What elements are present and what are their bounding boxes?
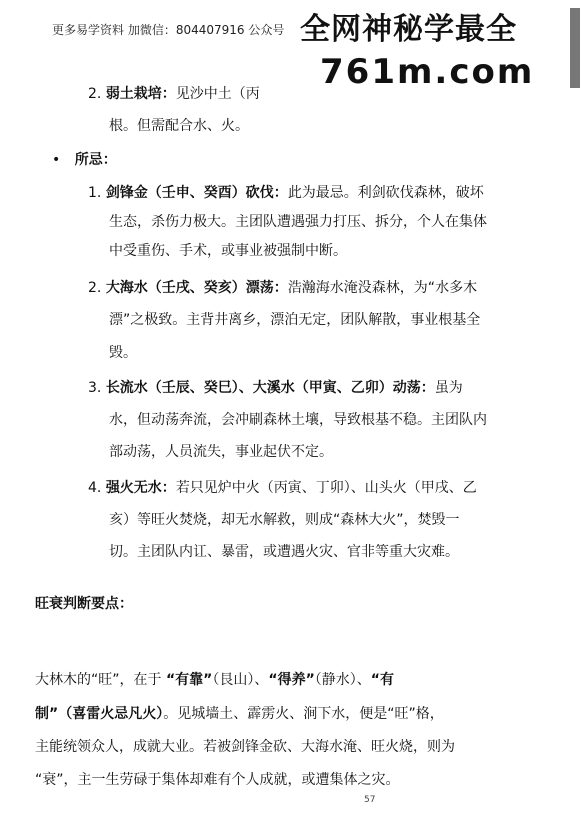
page-number: 57 — [364, 795, 376, 805]
watermark-line1: 全网神秘学最全 — [300, 12, 517, 47]
item-number: 1. — [88, 185, 102, 201]
item-2-line2: 漂”之极致。主背井离乡，漂泊无定，团队解散，事业根基全 — [109, 312, 481, 328]
paragraph-bold: “有靠” — [165, 672, 213, 688]
item-1-line3: 中受重伤、手术，或事业被强制中断。 — [109, 243, 347, 259]
item-text: 见沙中土（丙 — [175, 86, 260, 102]
paragraph-bold: “得养” — [268, 672, 315, 688]
item-4-line2: 亥）等旺火焚烧，却无水解救，则成“森林大火”，焚毁一 — [109, 512, 460, 528]
paragraph-text: 。见城墙土、霹雳火、涧下水，便是“旺”格， — [163, 706, 444, 722]
paragraph-line2 — [35, 704, 444, 724]
paragraph-bold: “有 — [370, 672, 394, 688]
paragraph-text: （静水）、 — [314, 672, 371, 688]
item-title: 强火无水： — [105, 480, 176, 496]
item-text: 虽为 — [434, 380, 463, 396]
section-heading: 旺衰判断要点： — [35, 596, 133, 612]
paragraph-text: 大林木的“旺”，在于 — [35, 672, 166, 688]
bullet: • — [52, 152, 61, 168]
item-title: 长流水（壬辰、癸巳）、大溪水（甲寅、乙卯）动荡： — [105, 380, 435, 396]
header-text: 更多易学资料 加微信：804407916 公众号 — [52, 23, 285, 37]
item-4-line3: 切。主团队内讧、暴雷，或遭遇火灾、官非等重大灾难。 — [109, 544, 459, 560]
item-title: 弱土栽培： — [105, 86, 176, 102]
item-3 — [88, 378, 463, 398]
item-4 — [88, 478, 477, 498]
item-2 — [88, 278, 477, 298]
suoji-heading-row — [52, 150, 117, 170]
paragraph-text: （艮山）、 — [212, 672, 269, 688]
item-2-line3: 毁。 — [109, 345, 137, 361]
item-text: 浩瀚海水淹没森林，为“水多木 — [287, 280, 478, 296]
item-number: 4. — [88, 480, 102, 496]
item-number: 2. — [88, 86, 102, 102]
item-ruotu-line2: 根。但需配合水、火。 — [109, 118, 249, 134]
suoji-heading: 所忌： — [74, 152, 117, 168]
item-text: 若只见炉中火（丙寅、丁卯）、山头火（甲戌、乙 — [175, 480, 477, 496]
item-1 — [88, 183, 484, 203]
item-number: 2. — [88, 280, 102, 296]
watermark-line2: 761m.com — [320, 52, 535, 92]
item-ruotu — [88, 84, 260, 104]
item-number: 3. — [88, 380, 102, 396]
watermark-bar — [570, 8, 580, 88]
item-title: 大海水（壬戌、癸亥）漂荡： — [105, 280, 288, 296]
paragraph-bold: 制”（喜雷火忌凡火） — [35, 706, 164, 722]
item-title: 剑锋金（壬申、癸酉）砍伐： — [105, 185, 288, 201]
item-3-line2: 水，但动荡奔流，会冲刷森林土壤，导致根基不稳。主团队内 — [109, 412, 487, 428]
paragraph-line3: 主能统领众人，成就大业。若被剑锋金砍、大海水淹、旺火烧，则为 — [35, 739, 455, 755]
paragraph-line1 — [35, 670, 394, 690]
item-1-line2: 生态，杀伤力极大。主团队遭遇强力打压、拆分，个人在集体 — [109, 214, 487, 230]
item-3-line3: 部动荡，人员流失，事业起伏不定。 — [109, 444, 333, 460]
paragraph-line4: “衰”，主一生劳碌于集体却难有个人成就，或遭集体之灾。 — [35, 772, 400, 788]
item-text: 此为最忌。利剑砍伐森林，破坏 — [287, 185, 484, 201]
